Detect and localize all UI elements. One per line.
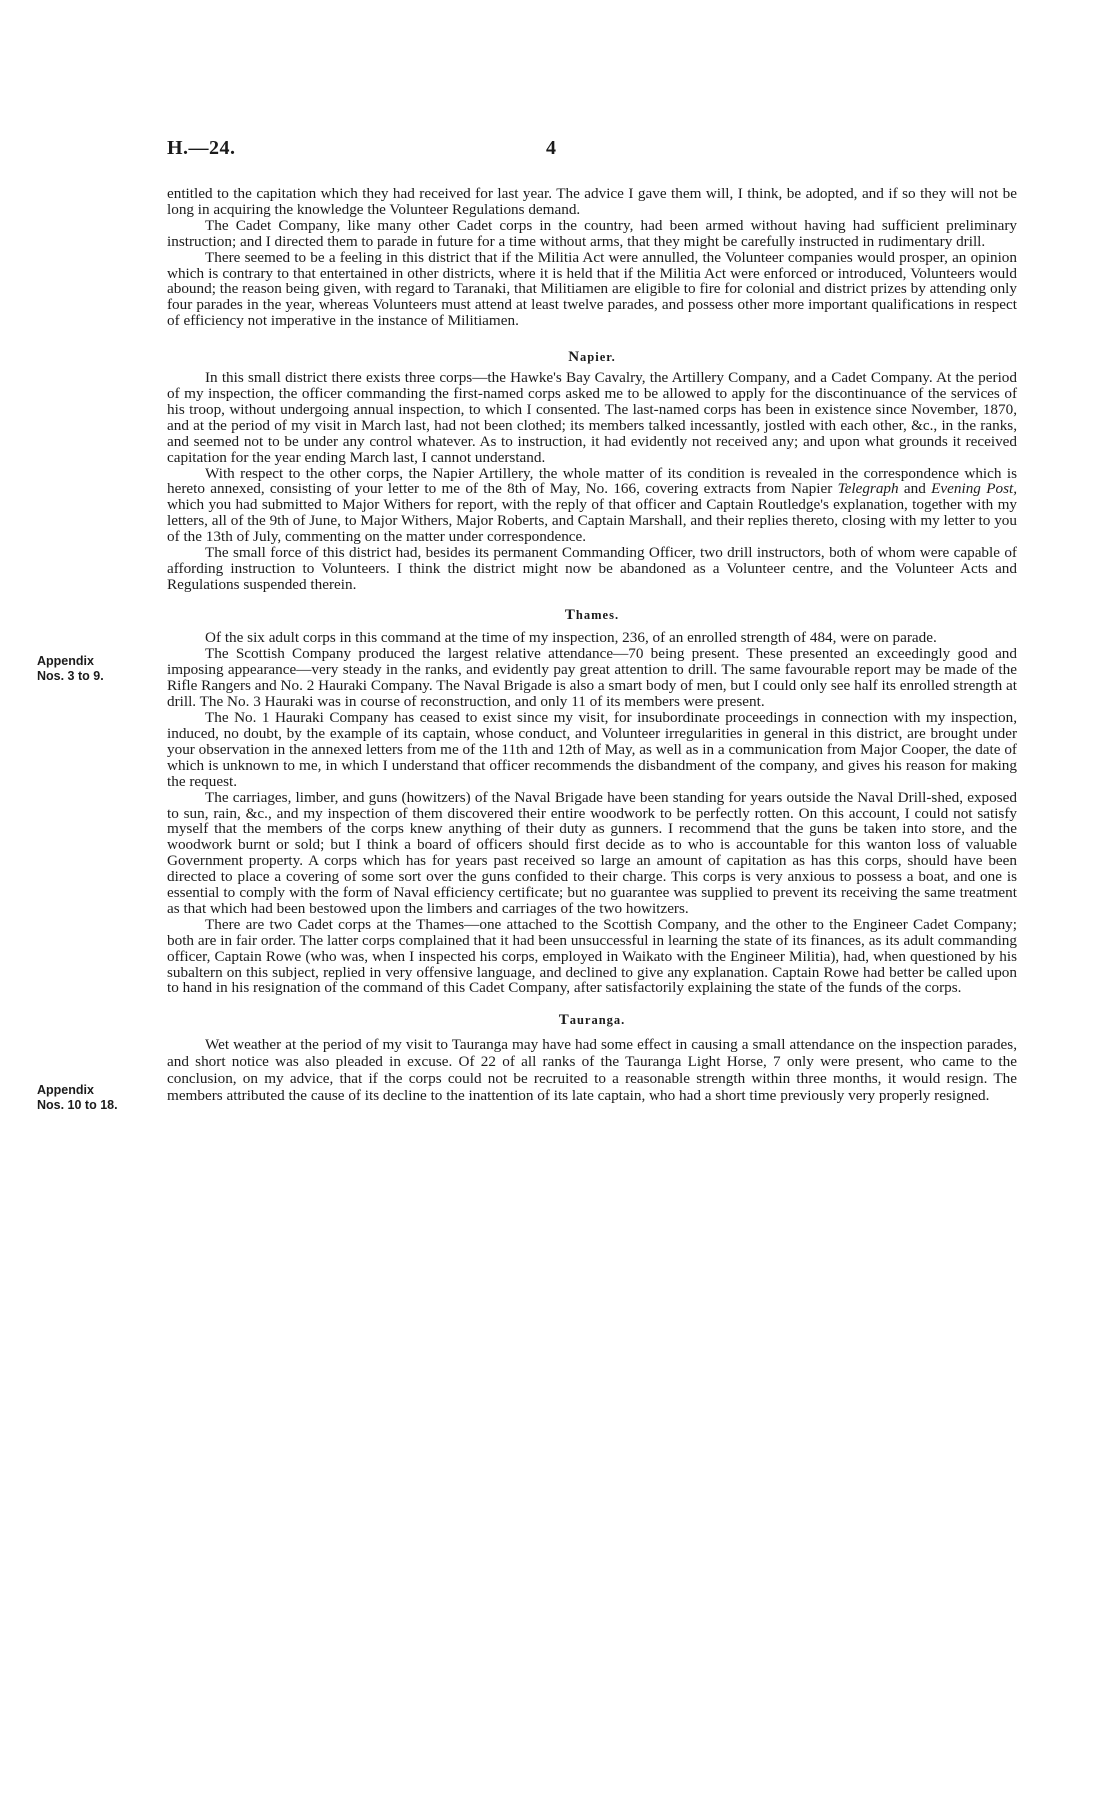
section-heading-tauranga: Tauranga. [558, 1012, 626, 1029]
paragraph-cadet-company: The Cadet Company, like many other Cadet corps in the country, had been armed without having had sufficient preliminary instruction; and I directed them to parade in future for a time without arms, that they might be carefully instructed in rudimentary drill. [167, 216, 1017, 250]
paragraph-thames-attendance: Of the six adult corps in this command at the time of my inspection, 236, of an enrolled strength of 484, were on parade. [205, 628, 937, 646]
paragraph-militia-act: There seemed to be a feeling in this district that if the Militia Act were annulled, the Volunteer companies would prosper, an opinion which is contrary to that entertained in other districts, where it is held that if the Militia Act were enforced or introduced, Volunteers would abound; the reason being given, with regard to Taranaki, that Militiamen are eligible to fire for colonial and district prizes by attending only four parades in the year, whereas Volunteers must attend at least twelve parades, and possess other more important qualifications in respect of efficiency not imperative in the instance of Militiamen. [167, 248, 1017, 330]
paragraph-tauranga: Wet weather at the period of my visit to Tauranga may have had some effect in causing a small attendance on the inspection parades, and short notice was also pleaded in excuse. Of 22 of all ranks of the Tauranga Light Horse, 7 only were present, who came to the conclusion, on my advice, that if the corps could not be recruited to a reasonable strength within three months, it would resign. The members attributed the cause of its decline to the inattention of its late captain, who had a short time previously very properly resigned. [167, 1036, 1017, 1104]
margin-note-range: Nos. 3 to 9. [37, 669, 104, 683]
report-body [167, 186, 1017, 1104]
margin-note-label: Appendix [37, 1083, 94, 1097]
margin-note-range: Nos. 10 to 18. [37, 1098, 118, 1112]
paragraph-hauraki-company: The No. 1 Hauraki Company has ceased to exist since my visit, for insubordinate proceedings in connection with my inspection, induced, no doubt, by the example of its captain, whose conduct, and Volunteer irregularities in general in this district, are brought under your observation in the annexed letters from me of the 11th and 12th of May, as well as in a communication from Major Cooper, the date of which is unknown to me, in which I understand that officer recommends the disbandment of the company, and gives his reason for making the request. [167, 709, 1017, 790]
margin-note-label: Appendix [37, 654, 94, 668]
paragraph-napier-corps: In this small district there exists three corps—the Hawke's Bay Cavalry, the Artillery Company, and a Cadet Company. At the period of my inspection, the officer commanding the first-named corps asked me to be allowed to apply for the discontinuance of the services of his troop, without undergoing annual inspection, to which I consented. The last-named corps has been in existence since November, 1870, and at the period of my visit in March last, had not been clothed; its members talked incessantly, jostled with each other, &c., in the ranks, and seemed not to be under any control whatever. As to instruction, it had evidently not received any; and upon what grounds it received capitation for the year ending March last, I cannot understand. [167, 369, 1017, 466]
page-number: 4 [546, 137, 556, 159]
text-run: With respect to the other corps, the Napier Artillery, the whole matter of its condition is revealed in the correspondence which is hereto annexed, consisting of your letter to me of the 8th of May, No. 166, covering extracts from Napier [167, 464, 1017, 498]
paragraph-napier-force: The small force of this district had, besides its permanent Commanding Officer, two drill instructors, both of whom were capable of affording instruction to Volunteers. I think the district might now be abandoned as a Volunteer centre, and the Volunteer Acts and Regulations suspended therein. [167, 544, 1017, 593]
section-heading-napier: Napier. [568, 349, 616, 366]
margin-note-appendix-3-9 [37, 654, 104, 684]
parliamentary-paper-reference: H.—24. [167, 137, 236, 159]
paragraph-napier-artillery [167, 466, 1017, 546]
newspaper-title: Evening Post, [931, 480, 1017, 498]
margin-note-appendix-10-18 [37, 1083, 118, 1113]
paragraph-naval-brigade: The carriages, limber, and guns (howitzers) of the Naval Brigade have been standing for years outside the Naval Drill-shed, exposed to sun, rain, &c., and my inspection of them discovered their entire woodwork to be perfectly rotten. On this account, I could not satisfy myself that the members of the corps knew anything of their duty as gunners. I recommend that the guns be taken into store, and the woodwork burnt or sold; but I think a board of officers should first decide as to who is accountable for this wanton loss of valuable Government property. A corps which has for years past received so large an amount of capitation as has this corps, should have been directed to place a covering of some sort over the guns confided to their charge. This corps is very anxious to possess a boat, and one is essential to comply with the form of Naval efficiency certificate; but no guarantee was supplied to prevent its receiving the same treatment as that which had been bestowed upon the limbers and carriages of the two howitzers. [167, 788, 1017, 917]
paragraph-cadet-corps-thames: There are two Cadet corps at the Thames—one attached to the Scottish Company, and the other to the Engineer Cadet Company; both are in fair order. The latter corps complained that it had been unsuccessful in learning the state of its finances, as its adult commanding officer, Captain Rowe (who was, when I inspected his corps, employed in Waikato with the Engineer Militia), had, when questioned by his subaltern on this subject, replied in very offensive language, and declined to give any explanation. Captain Rowe had better be called upon to hand in his resignation of the command of this Cadet Company, after satisfactorily explaining the state of the funds of the corps. [167, 915, 1017, 997]
text-run: which you had submitted to Major Withers for report, with the reply of that officer and Captain Routledge's explanation, together with my letters, all of the 9th of June, to Major Withers, Major Roberts, and Captain Marshall, and their replies thereto, closing with my letter to you of the 13th of July, commenting on the matter under correspondence. [167, 496, 1017, 546]
text-run: and [898, 480, 932, 498]
section-heading-thames: Thames. [564, 606, 620, 623]
newspaper-title: Telegraph [837, 480, 899, 498]
paragraph-capitation: entitled to the capitation which they had received for last year. The advice I gave them will, I think, be adopted, and if so they will not be long in acquiring the knowledge the Volunteer Regulations demand. [167, 185, 1017, 218]
paragraph-scottish-company: The Scottish Company produced the largest relative attendance—70 being present. These presented an exceedingly good and imposing appearance—very steady in the ranks, and evidently pay great attention to drill. The same favourable report may be made of the Rifle Rangers and No. 2 Hauraki Company. The Naval Brigade is also a smart body of men, but I could only see half its enrolled strength at drill. The No. 3 Hauraki was in course of reconstruction, and only 11 of its members were present. [167, 645, 1017, 711]
